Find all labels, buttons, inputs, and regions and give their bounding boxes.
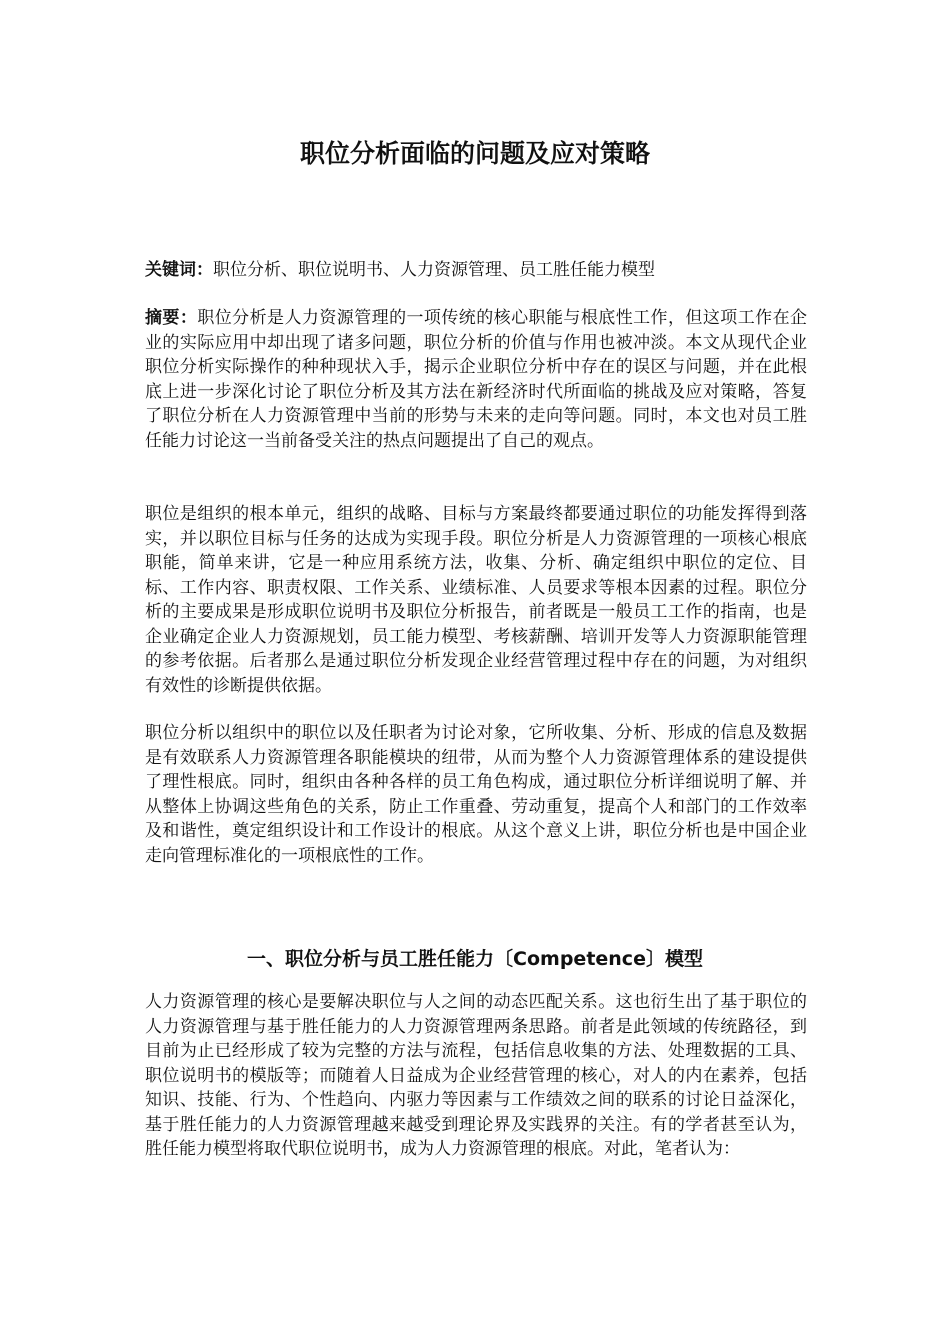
section-1-paragraph: 人力资源管理的核心是要解决职位与人之间的动态匹配关系。这也衍生出了基于职位的人力资源管理与基于胜任能力的人力资源管理两条思路。前者是此领域的传统路径，到目前为止已经形成了较为完整的方法与流程，包括信息收集的方法、处理数据的工具、职位说明书的模版等；而随着人日益成为企业经营管理的核心，对人的内在素养，包括知识、技能、行为、个性趋向、内驱力等因素与工作绩效之间的联系的讨论日益深化，基于胜任能力的人力资源管理越来越受到理论界及实践界的关注。有的学者甚至认为，胜任能力模型将取代职位说明书，成为人力资源管理的根底。对此，笔者认为： <box>145 992 807 1159</box>
section-heading-1: 一、职位分析与员工胜任能力〔Competence〕模型 <box>247 948 703 970</box>
abstract-text: 职位分析是人力资源管理的一项传统的核心职能与根底性工作，但这项工作在企业的实际应用中却出现了诸多问题，职位分析的价值与作用也被冲淡。本文从现代企业职位分析实际操作的种种现状入手，揭示企业职位分析中存在的误区与问题，并在此根底上进一步深化讨论了职位分析及其方法在新经济时代所面临的挑战及应对策略，答复了职位分析在人力资源管理中当前的形势与未来的走向等问题。同时，本文也对员工胜任能力讨论这一当前备受关注的热点问题提出了自己的观点。 <box>145 308 808 451</box>
keywords-line <box>145 258 807 283</box>
document-title: 职位分析面临的问题及应对策略 <box>299 139 650 168</box>
body-paragraph-2: 职位分析以组织中的职位以及任职者为讨论对象，它所收集、分析、形成的信息及数据是有效联系人力资源管理各职能模块的纽带，从而为整个人力资源管理体系的建设提供了理性根底。同时，组织由各种各样的员工角色构成，通过职位分析详细说明了解、并从整体上协调这些角色的关系，防止工作重叠、劳动重复，提高个人和部门的工作效率及和谐性，奠定组织设计和工作设计的根底。从这个意义上讲，职位分析也是中国企业走向管理标准化的一项根底性的工作。 <box>145 723 807 866</box>
abstract-label: 摘要： <box>145 308 198 328</box>
keywords-text: 职位分析、职位说明书、人力资源管理、员工胜任能力模型 <box>213 260 655 280</box>
abstract <box>145 306 807 453</box>
body-paragraph-1: 职位是组织的根本单元，组织的战略、目标与方案最终都要通过职位的功能发挥得到落实，并以职位目标与任务的达成为实现手段。职位分析是人力资源管理的一项核心根底职能，简单来讲，它是一种应用系统方法，收集、分析、确定组织中职位的定位、目标、工作内容、职责权限、工作关系、业绩标准、人员要求等根本因素的过程。职位分析的主要成果是形成职位说明书及职位分析报告，前者既是一般员工工作的指南，也是企业确定企业人力资源规划，员工能力模型、考核薪酬、培训开发等人力资源职能管理的参考依据。后者那么是通过职位分析发现企业经营管理过程中存在的问题，为对组织有效性的诊断提供依据。 <box>145 504 807 696</box>
keywords-label: 关键词： <box>145 260 213 280</box>
